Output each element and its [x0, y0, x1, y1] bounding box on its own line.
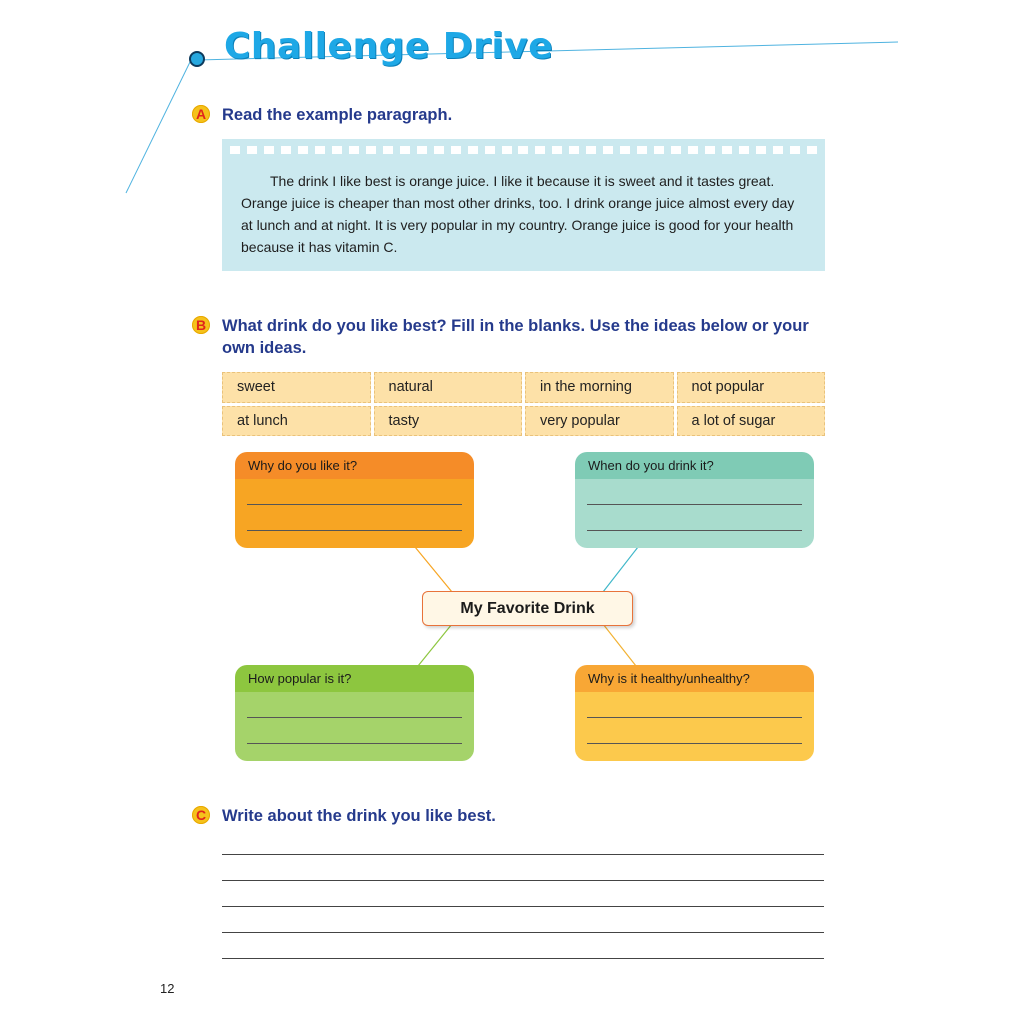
section-a-heading: Read the example paragraph. [222, 106, 453, 124]
card-why-like [235, 452, 474, 548]
section-b-badge: B [192, 316, 210, 334]
connector-when-drink [603, 547, 638, 592]
answer-line[interactable] [587, 504, 802, 505]
answer-line[interactable] [247, 530, 462, 531]
card-why-healthy [575, 665, 814, 761]
word-bank-item: not popular [677, 372, 826, 403]
word-bank-item: sweet [222, 372, 371, 403]
card-why-like-label: Why do you like it? [235, 452, 474, 479]
card-why-healthy-label: Why is it healthy/unhealthy? [575, 665, 814, 692]
section-c-badge: C [192, 806, 210, 824]
section-b-heading-line2: own ideas. [222, 339, 307, 357]
answer-line[interactable] [587, 717, 802, 718]
word-bank-item: at lunch [222, 406, 371, 437]
page-title: Challenge Drive [224, 26, 554, 67]
answer-line[interactable] [587, 530, 802, 531]
section-a-badge: A [192, 105, 210, 123]
page-number: 12 [160, 981, 175, 996]
connector-why-healthy [603, 624, 636, 666]
word-bank-item: very popular [525, 406, 674, 437]
answer-line[interactable] [587, 743, 802, 744]
answer-line[interactable] [247, 717, 462, 718]
writing-line[interactable] [222, 958, 824, 959]
writing-line[interactable] [222, 880, 824, 881]
card-how-popular [235, 665, 474, 761]
connector-how-popular [418, 624, 452, 666]
mind-map-center: My Favorite Drink [422, 591, 633, 626]
answer-line[interactable] [247, 743, 462, 744]
section-c-heading: Write about the drink you like best. [222, 807, 496, 825]
word-bank-item: a lot of sugar [677, 406, 826, 437]
card-when-drink-label: When do you drink it? [575, 452, 814, 479]
example-paragraph: The drink I like best is orange juice. I like it because it is sweet and it tastes great. Orange juice is cheaper than most other drinks, too. I drink orange juice almost every day at lunch and at night. It is very popular in my country. Orange juice is good for your health because it has vitamin C. [241, 173, 795, 255]
card-how-popular-label: How popular is it? [235, 665, 474, 692]
writing-line[interactable] [222, 906, 824, 907]
answer-line[interactable] [247, 504, 462, 505]
connector-why-like [415, 547, 452, 592]
writing-line[interactable] [222, 932, 824, 933]
word-bank-item: in the morning [525, 372, 674, 403]
card-when-drink [575, 452, 814, 548]
word-bank-item: tasty [374, 406, 523, 437]
word-bank-item: natural [374, 372, 523, 403]
writing-line[interactable] [222, 854, 824, 855]
section-b-heading-line1: What drink do you like best? Fill in the blanks. Use the ideas below or your [222, 317, 809, 335]
